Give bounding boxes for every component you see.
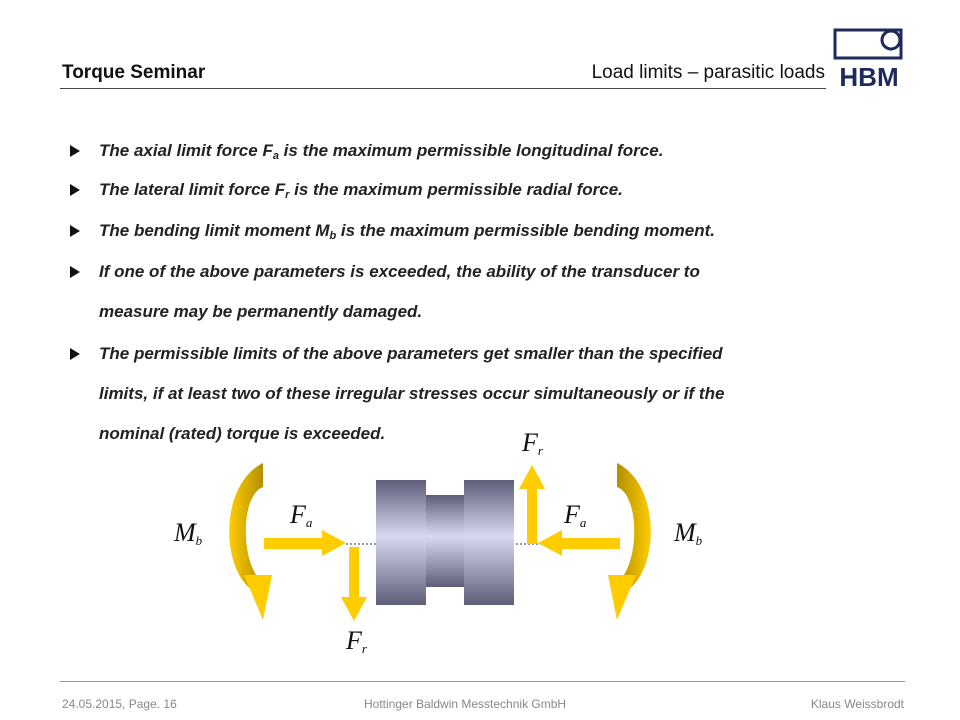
hbm-logo	[833, 28, 905, 90]
logo-text: HBM	[839, 62, 899, 90]
footer-date-page: 24.05.2015, Page. 16	[62, 697, 177, 711]
bullet-arrow-icon	[70, 266, 80, 278]
slide-topic: Load limits – parasitic loads	[591, 62, 825, 83]
parasitic-loads-diagram	[160, 425, 720, 665]
axial-force-left-arrow	[264, 530, 346, 556]
radial-force-top-arrow	[519, 465, 545, 544]
fa-left-label: Fa	[290, 500, 313, 530]
axial-force-right-arrow	[538, 530, 620, 556]
fa-right-label: Fa	[564, 500, 587, 530]
footer-author: Klaus Weissbrodt	[810, 697, 904, 711]
seminar-title: Torque Seminar	[62, 62, 206, 83]
header-divider	[60, 88, 826, 89]
fr-top-label: Fr	[522, 428, 543, 458]
bullet-arrow-icon	[70, 145, 80, 157]
mb-right-label: Mb	[674, 518, 703, 548]
bullet-arrow-icon	[70, 348, 80, 360]
bullet-arrow-icon	[70, 225, 80, 237]
radial-force-bottom-arrow	[341, 547, 367, 621]
footer-company: Hottinger Baldwin Messtechnik GmbH	[364, 697, 567, 711]
transducer-shaft	[376, 480, 514, 605]
bullet-arrow-icon	[70, 184, 80, 196]
footer-divider	[60, 681, 905, 682]
fr-bottom-label: Fr	[346, 626, 367, 656]
mb-left-label: Mb	[174, 518, 203, 548]
